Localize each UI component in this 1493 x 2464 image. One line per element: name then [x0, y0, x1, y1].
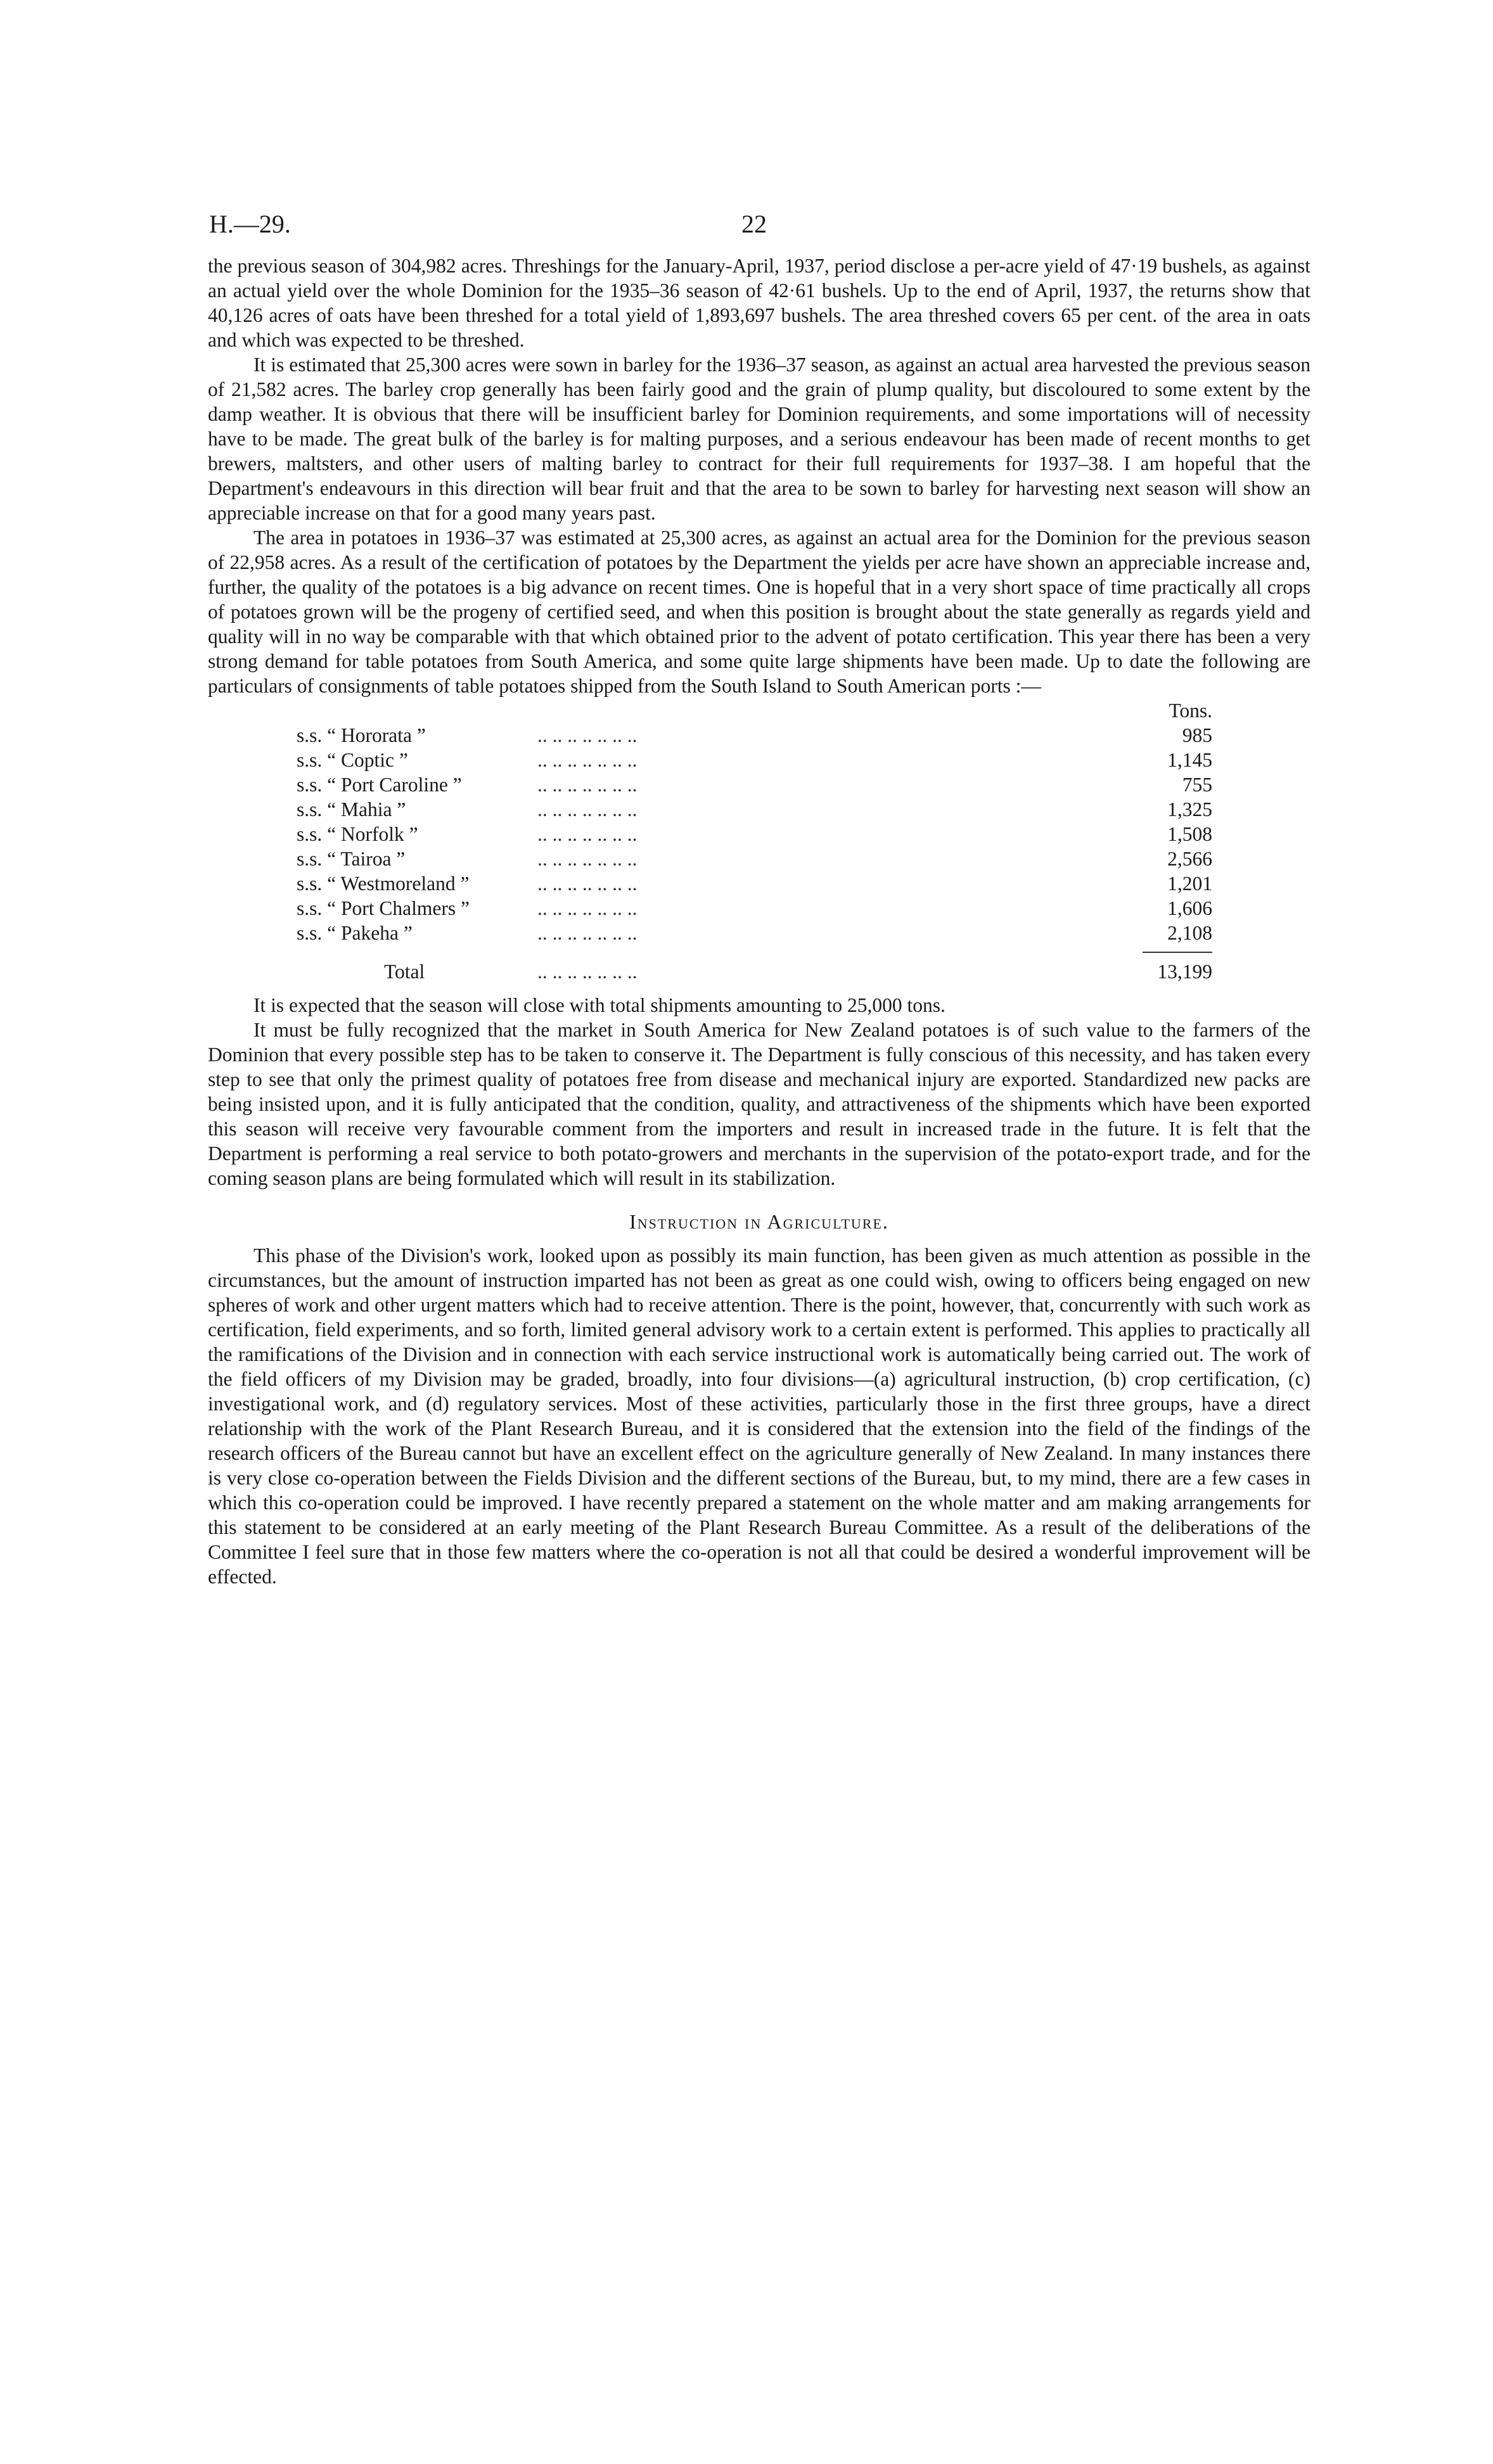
table-row [208, 797, 1310, 822]
total-row [208, 959, 1310, 984]
paragraph-potatoes: The area in potatoes in 1936–37 was estimated at 25,300 acres, as against an actual area for the Dominion for the previous season of 22,958 acres. As a result of the certification of potatoes by the Department the yields per acre have shown an appreciable increase and, further, the quality of the potatoes is a big advance on recent times. One is hopeful that in a very short space of time practically all crops of potatoes grown will be the progeny of certified seed, and when this position is brought about the state generally as regards yield and quality will in no way be comparable with that which obtained prior to the advent of potato certification. This year there has been a very strong demand for table potatoes from South America, and some quite large shipments have been made. Up to date the following are particulars of consignments of table potatoes shipped from the South Island to South American ports :— [208, 527, 1310, 697]
ship-tons: 2,108 [1167, 922, 1212, 944]
ship-name: s.s. “ Westmoreland ” [297, 872, 470, 895]
ship-name: s.s. “ Norfolk ” [297, 823, 418, 845]
ship-tons: 2,566 [1167, 848, 1212, 870]
total-label: Total [384, 961, 425, 983]
table-row [208, 723, 1310, 748]
ship-tons: 1,145 [1167, 749, 1212, 771]
dot-leader: .. .. .. .. .. .. .. [537, 798, 638, 820]
page-number: 22 [741, 210, 767, 238]
ship-tons: 1,606 [1167, 897, 1212, 919]
section-heading: Instruction in Agriculture. [629, 1210, 889, 1233]
table-row [208, 846, 1310, 871]
table-row [208, 896, 1310, 921]
ship-tons: 755 [1182, 774, 1212, 796]
ship-name: s.s. “ Tairoa ” [297, 848, 406, 870]
paragraph-south-america-market: It must be fully recognized that the market in South America for New Zealand potatoes is of such value to the farmers of the Dominion that every possible step has to be taken to conserve it. The Department is fully conscious of this necessity, and has taken every step to see that only the primest quality of potatoes free from disease and mechanical injury are exported. Standardized new packs are being insisted upon, and it is fully anticipated that the condition, quality, and attractiveness of the shipments which have been exported this season will receive very favourable comment from the importers and result in increased trade in the future. It is felt that the Department is performing a real service to both potato-growers and merchants in the supervision of the potato-export trade, and for the coming season plans are being formulated which will result in its stabilization. [208, 1019, 1310, 1189]
ship-tons: 1,508 [1167, 823, 1212, 845]
dot-leader: .. .. .. .. .. .. .. [537, 774, 638, 796]
ship-tons: 1,201 [1167, 872, 1212, 895]
table-row [208, 748, 1310, 772]
tons-column-header: Tons. [1169, 699, 1212, 722]
table-row [208, 822, 1310, 846]
paragraph-barley: It is estimated that 25,300 acres were sown in barley for the 1936–37 season, as against an actual area harvested the previous season of 21,582 acres. The barley crop generally has been fairly good and the grain of plump quality, but discoloured to some extent by the damp weather. It is obvious that there will be insufficient barley for Dominion requirements, and some importations will of necessity have to be made. The great bulk of the barley is for malting purposes, and a serious endeavour has been made of recent months to get brewers, maltsters, and other users of malting barley to contract for their full requirements for 1937–38. I am hopeful that the Department's endeavours in this direction will bear fruit and that the area to be sown to barley for harvesting next season will show an appreciable increase on that for a good many years past. [208, 354, 1310, 524]
ship-name: s.s. “ Pakeha ” [297, 922, 413, 944]
dot-leader: .. .. .. .. .. .. .. [537, 823, 638, 845]
ship-name: s.s. “ Port Chalmers ” [297, 897, 470, 919]
ship-name: s.s. “ Port Caroline ” [297, 774, 462, 796]
paragraph-instruction: This phase of the Division's work, looked upon as possibly its main function, has been given as much attention as possible in the circumstances, but the amount of instruction imparted has not been as great as one could wish, owing to officers being engaged on new spheres of work and other urgent matters which had to receive attention. There is the point, however, that, concurrently with such work as certification, field experiments, and so forth, limited general advisory work to a certain extent is performed. This applies to practically all the ramifications of the Division and in connection with each service instructional work is automatically being carried out. The work of the field officers of my Division may be graded, broadly, into four divisions—(a) agricultural instruction, (b) crop certification, (c) investigational work, and (d) regulatory services. Most of these activities, particularly those in the first three groups, have a direct relationship with the work of the Plant Research Bureau, and it is considered that the extension into the field of the findings of the research officers of the Bureau cannot but have an excellent effect on the agriculture generally of New Zealand. In many instances there is very close co-operation between the Fields Division and the different sections of the Bureau, but, to my mind, there are a few cases in which this co-operation could be improved. I have recently prepared a statement on the whole matter and am making arrangements for this statement to be considered at an early meeting of the Plant Research Bureau Committee. As a result of the deliberations of the Committee I feel sure that in those few matters where the co-operation is not all that could be desired a wonderful improvement will be effected. [208, 1244, 1310, 1588]
document-reference: H.—29. [209, 210, 291, 238]
table-row [208, 871, 1310, 896]
total-rule-line [1143, 952, 1212, 953]
dot-leader: .. .. .. .. .. .. .. [537, 848, 638, 870]
dot-leader: .. .. .. .. .. .. .. [537, 749, 638, 771]
ship-name: s.s. “ Mahia ” [297, 798, 406, 820]
dot-leader: .. .. .. .. .. .. .. [537, 922, 638, 944]
shipments-table [208, 698, 1310, 984]
table-row [208, 921, 1310, 945]
paragraph-season-close: It is expected that the season will close with total shipments amounting to 25,000 tons. [253, 994, 945, 1016]
total-rule [208, 945, 1310, 959]
ship-name: s.s. “ Coptic ” [297, 749, 408, 771]
document-body [208, 253, 1310, 1589]
paragraph-oats: the previous season of 304,982 acres. Threshings for the January-April, 1937, period disclose a per-acre yield of 47·19 bushels, as against an actual yield over the whole Dominion for the 1935–36 season of 42·61 bushels. Up to the end of April, 1937, the returns show that 40,126 acres of oats have been threshed for a total yield of 1,893,697 bushels. The area threshed covers 65 per cent. of the area in oats and which was expected to be threshed. [208, 255, 1310, 351]
ship-tons: 985 [1182, 724, 1212, 746]
total-value: 13,199 [1157, 961, 1212, 983]
dot-leader: .. .. .. .. .. .. .. [537, 724, 638, 746]
page-header [209, 209, 1305, 247]
dot-leader: .. .. .. .. .. .. .. [537, 961, 638, 983]
table-row [208, 772, 1310, 797]
ship-name: s.s. “ Hororata ” [297, 724, 426, 746]
dot-leader: .. .. .. .. .. .. .. [537, 872, 638, 895]
ship-tons: 1,325 [1167, 798, 1212, 820]
dot-leader: .. .. .. .. .. .. .. [537, 897, 638, 919]
